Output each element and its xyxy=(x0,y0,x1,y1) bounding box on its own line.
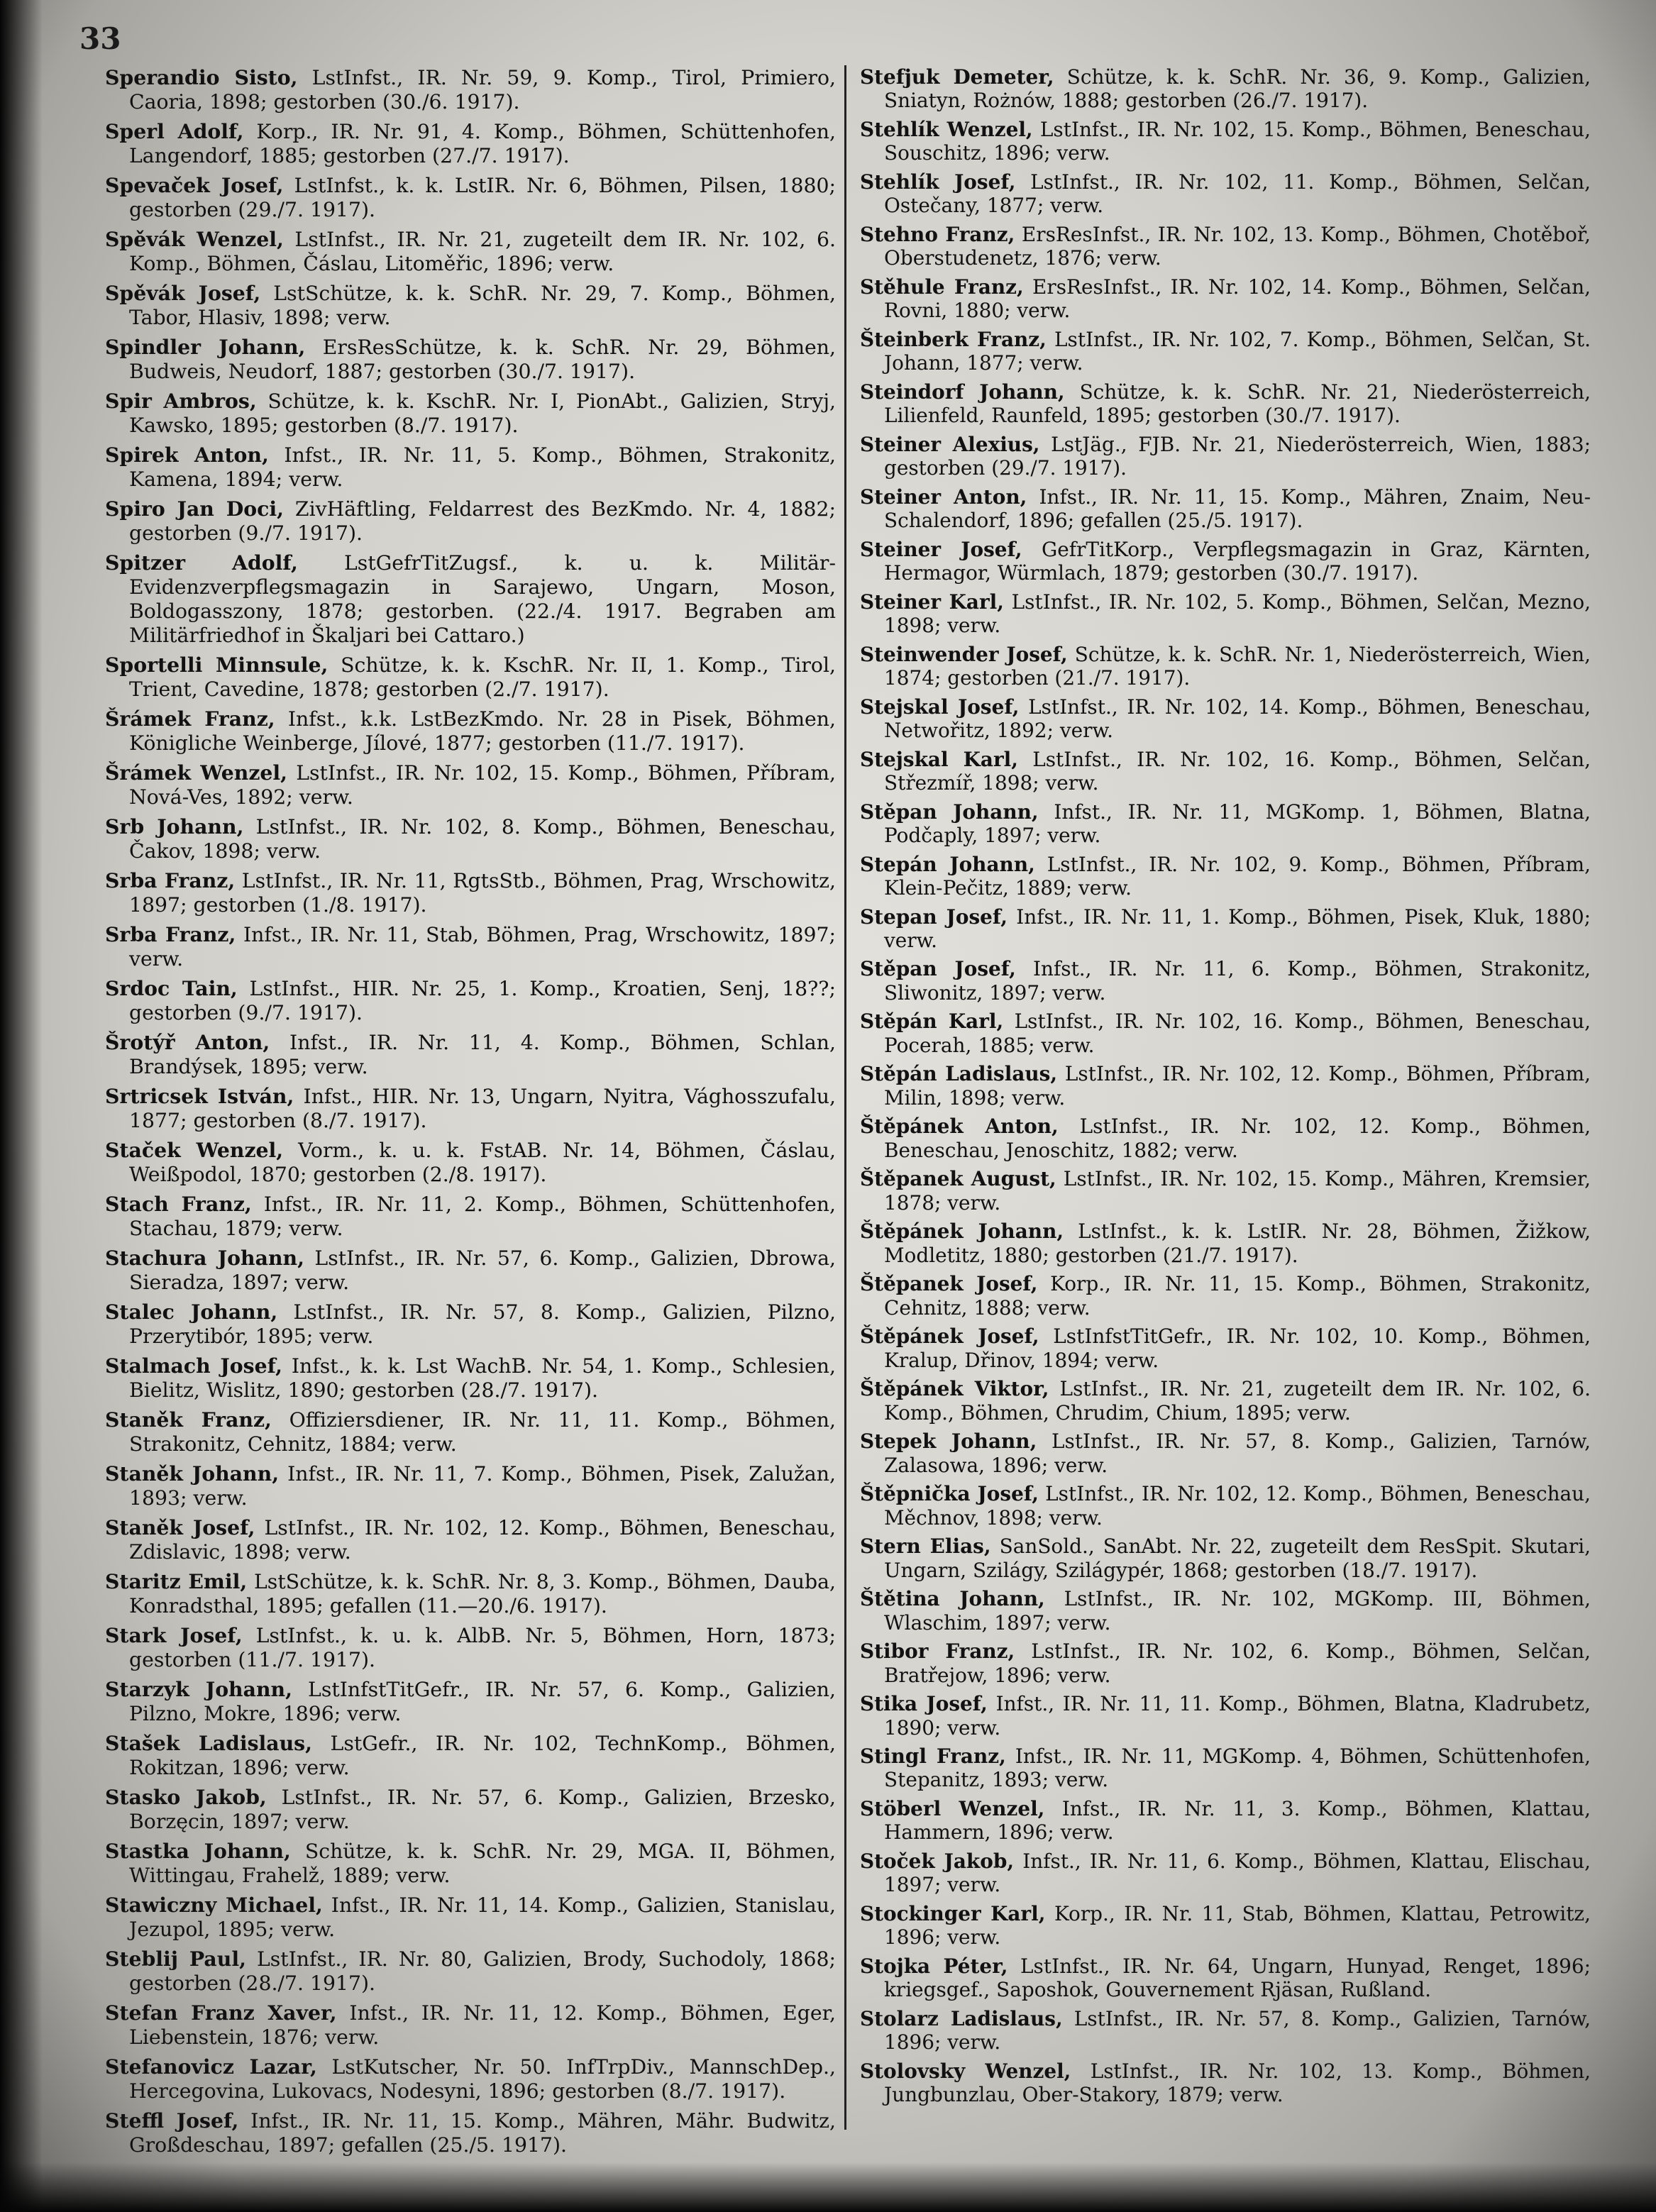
entry-details: LstSchütze, k. k. SchR. Nr. 8, 3. Komp., Böhmen, Dauba, Konradsthal, 1895; gefallen (11.—20./6. 1917). xyxy=(129,1570,836,1617)
entry-name: Stěpan Josef, xyxy=(860,957,1016,981)
entry-name: Stika Josef, xyxy=(860,1692,988,1716)
entry-name: Stejskal Josef, xyxy=(860,695,1020,719)
entry-details: LstKutscher, Nr. 50. InfTrpDiv., MannschDep., Hercegovina, Lukovacs, Nodesyni, 1896; gestorben (8./7. 1917). xyxy=(129,2055,836,2103)
entry-details: Korp., IR. Nr. 11, 15. Komp., Böhmen, Strakonitz, Cehnitz, 1888; verw. xyxy=(884,1272,1591,1320)
list-item xyxy=(105,1623,836,1672)
entry-name: Staněk Josef, xyxy=(105,1515,255,1539)
entry-name: Staček Wenzel, xyxy=(105,1138,284,1162)
list-item xyxy=(860,957,1591,1005)
list-item xyxy=(105,814,836,863)
entry-name: Spevaček Josef, xyxy=(105,173,284,197)
entry-details: Infst., IR. Nr. 11, 6. Komp., Böhmen, Strakonitz, Sliwonitz, 1897; verw. xyxy=(884,957,1591,1005)
entry-details: SanSold., SanAbt. Nr. 22, zugeteilt dem ResSpit. Skutari, Ungarn, Szilágy, Szilágypér, 1868; gestorben (18./7. 1917). xyxy=(884,1534,1591,1582)
list-item xyxy=(860,1902,1591,1950)
entry-name: Stefan Franz Xaver, xyxy=(105,2001,337,2025)
entry-details: LstInfst., IR. Nr. 102, 6. Komp., Böhmen, Selčan, Bratřejow, 1896; verw. xyxy=(884,1639,1591,1687)
entry-name: Stefanovicz Lazar, xyxy=(105,2055,317,2079)
entry-details: Offiziersdiener, IR. Nr. 11, 11. Komp., Böhmen, Strakonitz, Cehnitz, 1884; verw. xyxy=(129,1408,836,1456)
entry-details: Infst., k. k. Lst WachB. Nr. 54, 1. Komp., Schlesien, Bielitz, Wislitz, 1890; gestorben (28./7. 1917). xyxy=(129,1354,837,1402)
list-item xyxy=(860,2007,1591,2055)
entry-details: Korp., IR. Nr. 91, 4. Komp., Böhmen, Schüttenhofen, Langendorf, 1885; gestorben (27./7. 1917). xyxy=(129,120,837,167)
entry-name: Sperandio Sisto, xyxy=(105,65,298,89)
list-item xyxy=(105,1138,836,1187)
list-item xyxy=(105,389,836,438)
list-item xyxy=(105,868,836,917)
entry-details: ZivHäftling, Feldarrest des BezKmdo. Nr. 4, 1882; gestorben (9./7. 1917). xyxy=(129,497,836,545)
entry-details: LstInfst., k. u. k. AlbB. Nr. 5, Böhmen, Horn, 1873; gestorben (11./7. 1917). xyxy=(129,1624,836,1671)
list-item xyxy=(860,1220,1591,1267)
entry-details: LstInfst., IR. Nr. 57, 8. Komp., Galizien, Tarnów, 1896; verw. xyxy=(884,2006,1591,2055)
entry-name: Stojka Péter, xyxy=(860,1954,1008,1978)
entry-details: LstInfst., IR. Nr. 57, 6. Komp., Galizien, Dbrowa, Sieradza, 1897; verw. xyxy=(129,1246,836,1294)
list-item xyxy=(860,380,1591,428)
entry-name: Šrámek Wenzel, xyxy=(105,761,288,785)
entry-details: Infst., IR. Nr. 11, MGKomp. 1, Böhmen, Blatna, Podčaply, 1897; verw. xyxy=(884,800,1591,848)
list-item xyxy=(860,748,1591,795)
entry-name: Stolovsky Wenzel, xyxy=(860,2059,1071,2083)
entry-name: Štěpnička Josef, xyxy=(860,1482,1039,1506)
list-item xyxy=(105,653,836,702)
list-item xyxy=(860,118,1591,165)
scan-shadow-bottom xyxy=(0,2162,1656,2212)
entry-name: Spindler Johann, xyxy=(105,335,306,359)
entry-name: Stepek Johann, xyxy=(860,1429,1037,1454)
entry-name: Spirek Anton, xyxy=(105,443,269,467)
entry-name: Stawiczny Michael, xyxy=(105,1893,323,1917)
entry-details: LstInfst., IR. Nr. 102, 8. Komp., Böhmen, Beneschau, Čakov, 1898; verw. xyxy=(129,815,836,863)
entry-name: Stern Elias, xyxy=(860,1534,991,1559)
list-item xyxy=(105,1677,836,1726)
entry-details: LstJäg., FJB. Nr. 21, Niederösterreich, Wien, 1883; gestorben (29./7. 1917). xyxy=(884,432,1591,480)
entry-name: Staněk Johann, xyxy=(105,1461,280,1486)
list-item xyxy=(105,335,836,384)
entry-details: Infst., IR. Nr. 11, 2. Komp., Böhmen, Schüttenhofen, Stachau, 1879; verw. xyxy=(129,1193,836,1240)
list-item xyxy=(860,1167,1591,1215)
entry-name: Staritz Emil, xyxy=(105,1569,248,1593)
entry-details: LstInfst., IR. Nr. 64, Ungarn, Hunyad, Renget, 1896; kriegsgef., Saposhok, Gouvernement Rjäsan, Rußland. xyxy=(884,1954,1591,2002)
entry-details: LstInfst., IR. Nr. 57, 8. Komp., Galizien, Pilzno, Przerytibór, 1895; verw. xyxy=(129,1300,836,1348)
entry-name: Sperl Adolf, xyxy=(105,119,244,143)
list-item xyxy=(105,976,836,1025)
entry-name: Spitzer Adolf, xyxy=(105,551,298,575)
entry-name: Štětina Johann, xyxy=(860,1587,1045,1611)
entry-name: Spir Ambros, xyxy=(105,389,257,413)
list-item xyxy=(860,328,1591,375)
list-item xyxy=(860,1639,1591,1687)
list-item xyxy=(105,173,836,222)
list-item xyxy=(105,1461,836,1510)
entry-name: Steiner Anton, xyxy=(860,485,1027,509)
entry-details: LstInfst., IR. Nr. 102, 12. Komp., Böhmen, Beneschau, Zdislavic, 1898; verw. xyxy=(129,1516,836,1564)
list-item xyxy=(860,695,1591,743)
entry-name: Stockinger Karl, xyxy=(860,1901,1046,1925)
entry-name: Spiro Jan Doci, xyxy=(105,497,284,521)
list-item xyxy=(860,1692,1591,1740)
entry-name: Stalec Johann, xyxy=(105,1300,278,1324)
entry-name: Štěpánek Anton, xyxy=(860,1115,1059,1139)
column-divider xyxy=(844,65,846,2130)
list-item xyxy=(860,275,1591,323)
list-item xyxy=(860,2059,1591,2107)
list-item xyxy=(860,170,1591,218)
entry-name: Steiner Josef, xyxy=(860,537,1022,561)
entry-name: Stehno Franz, xyxy=(860,222,1015,246)
list-item xyxy=(105,1408,836,1456)
list-item xyxy=(105,1569,836,1618)
entry-details: Schütze, k. k. SchR. Nr. 36, 9. Komp., Galizien, Sniatyn, Rożnów, 1888; gestorben (26./7. 1917). xyxy=(884,65,1591,113)
right-column xyxy=(860,65,1591,2112)
entry-details: LstInfst., IR. Nr. 57, 6. Komp., Galizien, Brzesko, Borzęcin, 1897; verw. xyxy=(129,1786,836,1833)
entry-name: Stěpan Johann, xyxy=(860,800,1039,824)
entry-details: Infst., IR. Nr. 11, 7. Komp., Böhmen, Pisek, Zalužan, 1893; verw. xyxy=(129,1462,836,1510)
entry-name: Šteinberk Franz, xyxy=(860,327,1047,351)
entry-name: Stibor Franz, xyxy=(860,1639,1015,1664)
entry-name: Stark Josef, xyxy=(105,1623,243,1647)
entry-name: Štěpanek August, xyxy=(860,1167,1056,1191)
list-item xyxy=(860,643,1591,690)
list-item xyxy=(105,1515,836,1564)
list-item xyxy=(105,281,836,330)
list-item xyxy=(105,443,836,492)
entry-details: Schütze, k. k. KschR. Nr. I, PionAbt., Galizien, Stryj, Kawsko, 1895; gestorben (8./7. 1917). xyxy=(129,389,836,437)
entry-details: LstInfst., IR. Nr. 102, 7. Komp., Böhmen, Selčan, St. Johann, 1877; verw. xyxy=(884,327,1591,375)
entry-details: LstInfst., IR. Nr. 102, 5. Komp., Böhmen, Selčan, Mezno, 1898; verw. xyxy=(884,590,1591,638)
entry-name: Stehlík Wenzel, xyxy=(860,117,1033,141)
entry-details: Infst., IR. Nr. 11, MGKomp. 4, Böhmen, Schüttenhofen, Stepanitz, 1893; verw. xyxy=(884,1744,1591,1792)
entry-name: Srba Franz, xyxy=(105,868,236,892)
entry-details: Schütze, k. k. SchR. Nr. 29, MGA. II, Böhmen, Wittingau, Frahelž, 1889; verw. xyxy=(129,1840,836,1887)
entry-name: Stěpán Karl, xyxy=(860,1010,1004,1034)
list-item xyxy=(105,551,836,648)
entry-name: Šrotýř Anton, xyxy=(105,1030,270,1054)
scan-shadow-left xyxy=(0,0,43,2212)
entry-details: Schütze, k. k. SchR. Nr. 21, Niederösterreich, Lilienfeld, Raunfeld, 1895; gestorben (30./7. 1917). xyxy=(884,380,1591,428)
list-item xyxy=(860,1062,1591,1110)
list-item xyxy=(105,922,836,971)
entry-name: Steinwender Josef, xyxy=(860,642,1068,666)
entry-name: Stehlík Josef, xyxy=(860,170,1016,194)
entry-name: Stasko Jakob, xyxy=(105,1785,267,1809)
list-item xyxy=(860,1272,1591,1320)
list-item xyxy=(860,1429,1591,1477)
entry-details: LstInfst., k. k. LstIR. Nr. 6, Böhmen, Pilsen, 1880; gestorben (29./7. 1917). xyxy=(129,174,836,221)
entry-details: ErsResInfst., IR. Nr. 102, 13. Komp., Böhmen, Chotěboř, Oberstudenetz, 1876; verw. xyxy=(884,222,1591,270)
entry-details: Infst., IR. Nr. 11, 14. Komp., Galizien, Stanislau, Jezupol, 1895; verw. xyxy=(129,1893,837,1941)
entry-details: Schütze, k. k. SchR. Nr. 1, Niederösterreich, Wien, 1874; gestorben (21./7. 1917). xyxy=(884,642,1591,690)
list-item xyxy=(105,65,836,114)
entry-name: Steiner Karl, xyxy=(860,590,1004,614)
entry-details: LstInfst., IR. Nr. 21, zugeteilt dem IR. Nr. 102, 6. Komp., Böhmen, Chrudim, Chium, 1895; verw. xyxy=(884,1377,1591,1425)
entry-details: LstInfst., IR. Nr. 11, RgtsStb., Böhmen, Prag, Wrschowitz, 1897; gestorben (1./8. 1917). xyxy=(129,869,836,917)
entry-details: LstInfst., IR. Nr. 102, 15. Komp., Mähren, Kremsier, 1878; verw. xyxy=(884,1167,1591,1215)
list-item xyxy=(105,2108,836,2157)
list-item xyxy=(105,1785,836,1834)
entry-details: LstInfst., IR. Nr. 102, 16. Komp., Böhmen, Selčan, Střezmíř, 1898; verw. xyxy=(884,747,1591,795)
entry-name: Stepan Josef, xyxy=(860,905,1008,929)
list-item xyxy=(860,223,1591,270)
entry-details: Vorm., k. u. k. FstAB. Nr. 14, Böhmen, Čáslau, Weißpodol, 1870; gestorben (2./8. 1917). xyxy=(129,1139,836,1186)
entry-details: LstInfst., HIR. Nr. 25, 1. Komp., Kroatien, Senj, 18??; gestorben (9./7. 1917). xyxy=(129,977,836,1024)
entry-name: Starzyk Johann, xyxy=(105,1677,292,1701)
list-item xyxy=(860,1482,1591,1530)
list-item xyxy=(860,590,1591,638)
entry-name: Stastka Johann, xyxy=(105,1839,291,1863)
entry-name: Stejskal Karl, xyxy=(860,747,1018,771)
entry-name: Stachura Johann, xyxy=(105,1246,304,1270)
list-item xyxy=(860,1534,1591,1582)
list-item xyxy=(105,119,836,168)
entry-details: Infst., IR. Nr. 11, 3. Komp., Böhmen, Klattau, Hammern, 1896; verw. xyxy=(884,1796,1591,1845)
entry-name: Stašek Ladislaus, xyxy=(105,1731,312,1755)
list-item xyxy=(105,1192,836,1241)
entry-details: Infst., IR. Nr. 11, 15. Komp., Mähren, Mähr. Budwitz, Großdeschau, 1897; gefallen (25./5. 1917). xyxy=(129,2109,836,2157)
list-item xyxy=(860,1010,1591,1057)
entry-details: LstSchütze, k. k. SchR. Nr. 29, 7. Komp., Böhmen, Tabor, Hlasiv, 1898; verw. xyxy=(129,282,836,329)
list-item xyxy=(105,2055,836,2103)
list-item xyxy=(860,1797,1591,1845)
list-item xyxy=(105,497,836,546)
entry-details: LstInfst., IR. Nr. 102, 15. Komp., Böhmen, Příbram, Nová-Ves, 1892; verw. xyxy=(129,761,836,809)
entry-name: Šrámek Franz, xyxy=(105,707,275,731)
list-item xyxy=(860,1744,1591,1792)
entry-name: Steblij Paul, xyxy=(105,1947,246,1971)
entry-name: Štěpánek Josef, xyxy=(860,1325,1039,1349)
entry-name: Stěpán Ladislaus, xyxy=(860,1062,1058,1086)
list-item xyxy=(105,1300,836,1349)
list-item xyxy=(860,800,1591,848)
entry-name: Stolarz Ladislaus, xyxy=(860,2006,1063,2030)
list-item xyxy=(105,1731,836,1780)
entry-name: Sportelli Minnsule, xyxy=(105,653,329,677)
list-item xyxy=(105,2001,836,2050)
list-item xyxy=(860,1377,1591,1425)
entry-name: Srb Johann, xyxy=(105,814,244,839)
list-item xyxy=(105,1893,836,1942)
list-item xyxy=(105,1084,836,1133)
entry-details: LstInfst., IR. Nr. 102, 14. Komp., Böhmen, Beneschau, Netwořitz, 1892; verw. xyxy=(884,695,1591,743)
entry-name: Srba Franz, xyxy=(105,922,236,946)
entry-details: Infst., IR. Nr. 11, 4. Komp., Böhmen, Schlan, Brandýsek, 1895; verw. xyxy=(129,1031,836,1078)
left-column xyxy=(105,65,836,2162)
list-item xyxy=(105,707,836,756)
entry-name: Štěpánek Viktor, xyxy=(860,1377,1049,1401)
entry-name: Štěpánek Johann, xyxy=(860,1220,1064,1244)
entry-details: LstInfst., k. k. LstIR. Nr. 28, Böhmen, Žižkow, Modletitz, 1880; gestorben (21./7. 1917). xyxy=(884,1220,1591,1267)
list-item xyxy=(860,485,1591,533)
list-item xyxy=(860,538,1591,585)
entry-details: LstInfst., IR. Nr. 102, 12. Komp., Böhmen, Beneschau, Měchnov, 1898; verw. xyxy=(884,1482,1591,1530)
entry-details: LstInfst., IR. Nr. 102, 16. Komp., Böhmen, Beneschau, Pocerah, 1885; verw. xyxy=(884,1010,1591,1057)
list-item xyxy=(105,1354,836,1403)
entry-name: Srdoc Tain, xyxy=(105,976,238,1000)
entry-details: Infst., k.k. LstBezKmdo. Nr. 28 in Pisek, Böhmen, Königliche Weinberge, Jílové, 1877; gestorben (11./7. 1917). xyxy=(129,707,836,755)
entry-name: Stöberl Wenzel, xyxy=(860,1796,1045,1820)
list-item xyxy=(860,1954,1591,2002)
list-item xyxy=(105,227,836,276)
list-item xyxy=(860,65,1591,113)
entry-details: LstInfst., IR. Nr. 80, Galizien, Brody, Suchodoly, 1868; gestorben (28./7. 1917). xyxy=(129,1947,836,1995)
list-item xyxy=(860,1115,1591,1162)
entry-details: LstGefr., IR. Nr. 102, TechnKomp., Böhmen, Rokitzan, 1896; verw. xyxy=(129,1732,836,1779)
entry-details: LstInfstTitGefr., IR. Nr. 102, 10. Komp., Böhmen, Kralup, Dřinov, 1894; verw. xyxy=(884,1325,1591,1372)
entry-details: Infst., HIR. Nr. 13, Ungarn, Nyitra, Vághosszufalu, 1877; gestorben (8./7. 1917). xyxy=(129,1085,836,1132)
entry-name: Steindorf Johann, xyxy=(860,380,1065,404)
entry-name: Steiner Alexius, xyxy=(860,432,1040,456)
entry-details: LstInfst., IR. Nr. 57, 8. Komp., Galizien, Tarnów, Zalasowa, 1896; verw. xyxy=(884,1429,1591,1477)
entry-details: Infst., IR. Nr. 11, Stab, Böhmen, Prag, Wrschowitz, 1897; verw. xyxy=(129,923,836,970)
entry-name: Stěhule Franz, xyxy=(860,275,1024,299)
list-item xyxy=(105,761,836,809)
entry-name: Srtricsek István, xyxy=(105,1084,294,1108)
entry-details: Infst., IR. Nr. 11, 15. Komp., Mähren, Znaim, Neu-Schalendorf, 1896; gefallen (25./5. 1917). xyxy=(884,485,1591,533)
entry-details: LstInfst., IR. Nr. 102, 13. Komp., Böhmen, Jungbunzlau, Ober-Stakory, 1879; verw. xyxy=(884,2059,1591,2107)
entry-name: Stepán Johann, xyxy=(860,852,1035,876)
entry-details: LstInfst., IR. Nr. 102, MGKomp. III, Böhmen, Wlaschim, 1897; verw. xyxy=(884,1587,1591,1635)
entry-name: Stingl Franz, xyxy=(860,1744,1006,1768)
list-item xyxy=(860,905,1591,953)
entry-name: Spěvák Josef, xyxy=(105,281,261,305)
entry-name: Spěvák Wenzel, xyxy=(105,227,284,251)
entry-details: Korp., IR. Nr. 11, Stab, Böhmen, Klattau, Petrowitz, 1896; verw. xyxy=(884,1901,1591,1950)
entry-details: Infst., IR. Nr. 11, 11. Komp., Böhmen, Blatna, Kladrubetz, 1890; verw. xyxy=(884,1692,1591,1740)
list-item xyxy=(105,1947,836,1996)
list-item xyxy=(105,1246,836,1295)
list-item xyxy=(860,1849,1591,1897)
entry-name: Stalmach Josef, xyxy=(105,1354,282,1378)
entry-name: Stach Franz, xyxy=(105,1192,252,1216)
entry-details: LstInfst., IR. Nr. 59, 9. Komp., Tirol, Primiero, Caoria, 1898; gestorben (30./6. 1917). xyxy=(129,66,836,114)
entry-details: LstInfst., IR. Nr. 102, 9. Komp., Böhmen, Příbram, Klein-Pečitz, 1889; verw. xyxy=(884,852,1591,900)
entry-details: LstInfst., IR. Nr. 102, 12. Komp., Böhmen, Příbram, Milin, 1898; verw. xyxy=(884,1062,1591,1110)
entry-details: LstInfst., IR. Nr. 102, 12. Komp., Böhmen, Beneschau, Jenoschitz, 1882; verw. xyxy=(884,1115,1591,1162)
list-item xyxy=(105,1030,836,1079)
entry-details: ErsResSchütze, k. k. SchR. Nr. 29, Böhmen, Budweis, Neudorf, 1887; gestorben (30./7. 1917). xyxy=(129,336,836,383)
entry-details: Infst., IR. Nr. 11, 5. Komp., Böhmen, Strakonitz, Kamena, 1894; verw. xyxy=(129,443,836,491)
entry-details: LstInfstTitGefr., IR. Nr. 57, 6. Komp., Galizien, Pilzno, Mokre, 1896; verw. xyxy=(129,1678,836,1725)
page-number: 33 xyxy=(79,21,121,56)
entry-details: Infst., IR. Nr. 11, 12. Komp., Böhmen, Eger, Liebenstein, 1876; verw. xyxy=(129,2001,836,2049)
entry-details: LstInfst., IR. Nr. 102, 11. Komp., Böhmen, Selčan, Ostečany, 1877; verw. xyxy=(884,170,1591,218)
list-item xyxy=(860,1587,1591,1635)
entry-details: LstGefrTitZugsf., k. u. k. Militär-Evidenzverpflegsmagazin in Sarajewo, Ungarn, Moson, Boldogasszony, 1878; gestorben. (22./4. 1917. Begraben am Militärfriedhof in Škaljari bei Cattaro.) xyxy=(129,551,836,647)
entry-details: ErsResInfst., IR. Nr. 102, 14. Komp., Böhmen, Selčan, Rovni, 1880; verw. xyxy=(884,275,1591,323)
entry-name: Steffl Josef, xyxy=(105,2108,239,2133)
list-item xyxy=(860,1325,1591,1372)
list-item xyxy=(860,433,1591,480)
entry-details: LstInfst., IR. Nr. 21, zugeteilt dem IR. Nr. 102, 6. Komp., Böhmen, Čáslau, Litoměřic, 1896; verw. xyxy=(129,228,837,275)
entry-name: Stoček Jakob, xyxy=(860,1849,1015,1873)
entry-details: GefrTitKorp., Verpflegsmagazin in Graz, Kärnten, Hermagor, Würmlach, 1879; gestorben (30./7. 1917). xyxy=(884,537,1591,585)
entry-name: Stefjuk Demeter, xyxy=(860,65,1054,89)
list-item xyxy=(860,853,1591,900)
entry-details: Schütze, k. k. KschR. Nr. II, 1. Komp., Tirol, Trient, Cavedine, 1878; gestorben (2./7. 1917). xyxy=(129,653,836,701)
entry-details: Infst., IR. Nr. 11, 6. Komp., Böhmen, Klattau, Elischau, 1897; verw. xyxy=(884,1849,1591,1897)
list-item xyxy=(105,1839,836,1888)
entry-details: Infst., IR. Nr. 11, 1. Komp., Böhmen, Pisek, Kluk, 1880; verw. xyxy=(884,905,1591,952)
entry-name: Staněk Franz, xyxy=(105,1408,272,1432)
entry-name: Štěpanek Josef, xyxy=(860,1272,1038,1296)
entry-details: LstInfst., IR. Nr. 102, 15. Komp., Böhmen, Beneschau, Souschitz, 1896; verw. xyxy=(884,117,1591,165)
